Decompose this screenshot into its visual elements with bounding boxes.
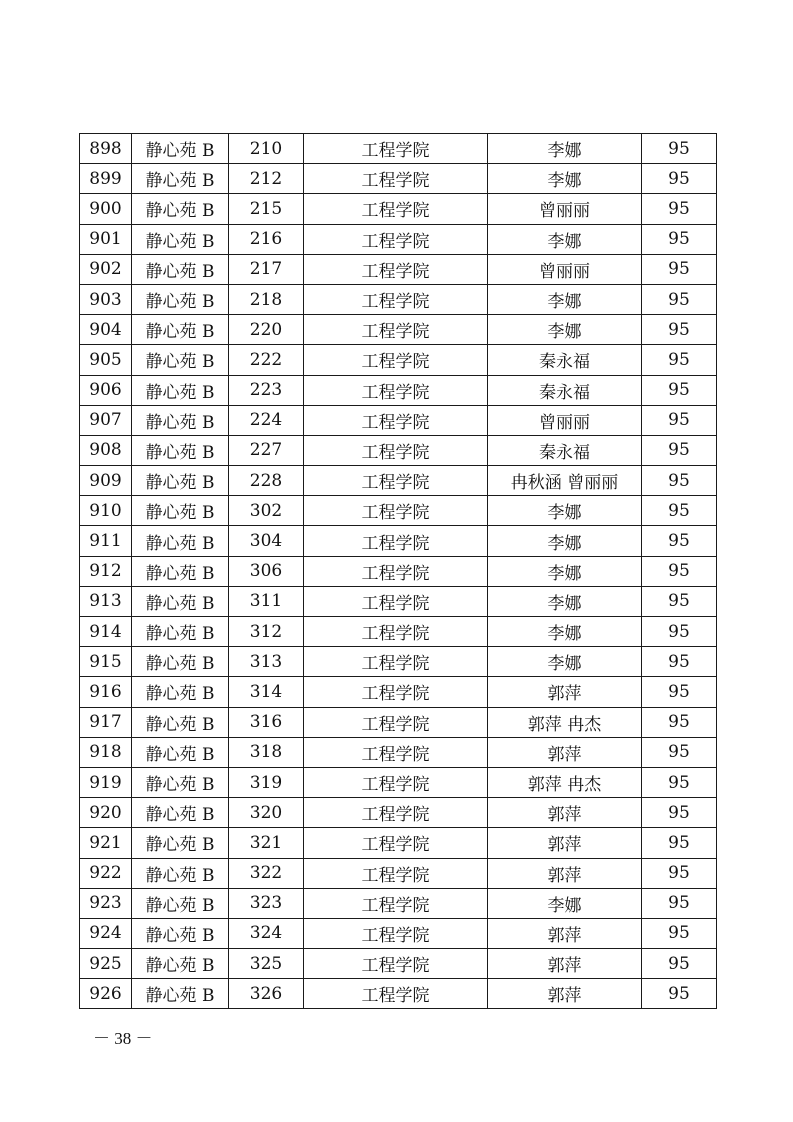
cell-college: 工程学院: [304, 949, 488, 979]
cell-room: 313: [229, 647, 304, 677]
cell-building: 静心苑 B: [132, 194, 229, 224]
cell-number: 921: [80, 828, 132, 858]
cell-score: 95: [642, 737, 717, 767]
cell-inspector: 曾丽丽: [488, 405, 642, 435]
cell-college: 工程学院: [304, 707, 488, 737]
cell-building: 静心苑 B: [132, 284, 229, 314]
cell-number: 914: [80, 617, 132, 647]
cell-building: 静心苑 B: [132, 677, 229, 707]
table-row: [80, 164, 717, 194]
table-row: [80, 858, 717, 888]
cell-inspector: 郭萍: [488, 677, 642, 707]
cell-number: 898: [80, 134, 132, 164]
cell-building: 静心苑 B: [132, 798, 229, 828]
cell-score: 95: [642, 375, 717, 405]
cell-building: 静心苑 B: [132, 586, 229, 616]
cell-college: 工程学院: [304, 496, 488, 526]
cell-inspector: 郭萍: [488, 798, 642, 828]
cell-inspector: 秦永福: [488, 345, 642, 375]
cell-room: 324: [229, 918, 304, 948]
table-row: [80, 617, 717, 647]
cell-college: 工程学院: [304, 315, 488, 345]
cell-room: 224: [229, 405, 304, 435]
cell-score: 95: [642, 767, 717, 797]
cell-room: 228: [229, 466, 304, 496]
cell-building: 静心苑 B: [132, 164, 229, 194]
cell-college: 工程学院: [304, 617, 488, 647]
cell-number: 920: [80, 798, 132, 828]
cell-college: 工程学院: [304, 224, 488, 254]
table-row: [80, 888, 717, 918]
cell-college: 工程学院: [304, 254, 488, 284]
table-row: [80, 767, 717, 797]
cell-inspector: 郭萍: [488, 828, 642, 858]
table-row: [80, 435, 717, 465]
cell-inspector: 李娜: [488, 556, 642, 586]
cell-room: 318: [229, 737, 304, 767]
table-row: [80, 949, 717, 979]
cell-score: 95: [642, 254, 717, 284]
cell-inspector: 郭萍: [488, 858, 642, 888]
cell-building: 静心苑 B: [132, 466, 229, 496]
cell-room: 311: [229, 586, 304, 616]
cell-college: 工程学院: [304, 888, 488, 918]
cell-college: 工程学院: [304, 737, 488, 767]
cell-number: 908: [80, 435, 132, 465]
table-row: [80, 496, 717, 526]
cell-score: 95: [642, 194, 717, 224]
cell-score: 95: [642, 918, 717, 948]
cell-number: 925: [80, 949, 132, 979]
cell-building: 静心苑 B: [132, 949, 229, 979]
dorm-score-table: [79, 133, 717, 1009]
cell-room: 302: [229, 496, 304, 526]
cell-inspector: 郭萍: [488, 737, 642, 767]
table-row: [80, 345, 717, 375]
cell-room: 320: [229, 798, 304, 828]
cell-number: 907: [80, 405, 132, 435]
cell-number: 900: [80, 194, 132, 224]
cell-inspector: 李娜: [488, 617, 642, 647]
cell-score: 95: [642, 707, 717, 737]
cell-college: 工程学院: [304, 677, 488, 707]
cell-score: 95: [642, 405, 717, 435]
cell-inspector: 秦永福: [488, 375, 642, 405]
cell-room: 321: [229, 828, 304, 858]
table-row: [80, 677, 717, 707]
cell-inspector: 郭萍: [488, 949, 642, 979]
cell-inspector: 李娜: [488, 586, 642, 616]
cell-college: 工程学院: [304, 194, 488, 224]
table-row: [80, 254, 717, 284]
cell-number: 918: [80, 737, 132, 767]
cell-building: 静心苑 B: [132, 134, 229, 164]
table-row: [80, 707, 717, 737]
cell-inspector: 秦永福: [488, 435, 642, 465]
cell-college: 工程学院: [304, 798, 488, 828]
cell-score: 95: [642, 164, 717, 194]
cell-score: 95: [642, 526, 717, 556]
cell-number: 913: [80, 586, 132, 616]
cell-inspector: 李娜: [488, 224, 642, 254]
cell-room: 217: [229, 254, 304, 284]
table-row: [80, 375, 717, 405]
cell-score: 95: [642, 284, 717, 314]
cell-number: 910: [80, 496, 132, 526]
table-row: [80, 556, 717, 586]
cell-inspector: 李娜: [488, 134, 642, 164]
cell-score: 95: [642, 496, 717, 526]
cell-inspector: 郭萍: [488, 918, 642, 948]
cell-room: 227: [229, 435, 304, 465]
table-row: [80, 828, 717, 858]
cell-score: 95: [642, 435, 717, 465]
cell-college: 工程学院: [304, 858, 488, 888]
cell-room: 304: [229, 526, 304, 556]
cell-building: 静心苑 B: [132, 979, 229, 1009]
cell-inspector: 李娜: [488, 496, 642, 526]
table-body: [80, 134, 717, 1009]
table-row: [80, 586, 717, 616]
cell-score: 95: [642, 345, 717, 375]
cell-room: 319: [229, 767, 304, 797]
cell-score: 95: [642, 556, 717, 586]
cell-score: 95: [642, 888, 717, 918]
page-number: － 38 －: [93, 1029, 153, 1048]
cell-number: 924: [80, 918, 132, 948]
cell-score: 95: [642, 798, 717, 828]
cell-building: 静心苑 B: [132, 375, 229, 405]
cell-college: 工程学院: [304, 405, 488, 435]
cell-building: 静心苑 B: [132, 224, 229, 254]
cell-room: 223: [229, 375, 304, 405]
cell-score: 95: [642, 466, 717, 496]
cell-inspector: 曾丽丽: [488, 194, 642, 224]
cell-score: 95: [642, 828, 717, 858]
table-row: [80, 405, 717, 435]
cell-score: 95: [642, 586, 717, 616]
cell-number: 902: [80, 254, 132, 284]
cell-inspector: 郭萍 冉杰: [488, 767, 642, 797]
cell-number: 903: [80, 284, 132, 314]
table-row: [80, 194, 717, 224]
cell-room: 314: [229, 677, 304, 707]
cell-score: 95: [642, 677, 717, 707]
cell-score: 95: [642, 858, 717, 888]
cell-college: 工程学院: [304, 918, 488, 948]
cell-room: 323: [229, 888, 304, 918]
cell-inspector: 李娜: [488, 647, 642, 677]
cell-inspector: 郭萍 冉杰: [488, 707, 642, 737]
cell-building: 静心苑 B: [132, 918, 229, 948]
cell-room: 216: [229, 224, 304, 254]
table-row: [80, 466, 717, 496]
cell-score: 95: [642, 134, 717, 164]
cell-inspector: 李娜: [488, 888, 642, 918]
cell-college: 工程学院: [304, 345, 488, 375]
cell-room: 316: [229, 707, 304, 737]
cell-college: 工程学院: [304, 556, 488, 586]
table-row: [80, 918, 717, 948]
cell-inspector: 李娜: [488, 315, 642, 345]
cell-score: 95: [642, 979, 717, 1009]
cell-building: 静心苑 B: [132, 767, 229, 797]
cell-college: 工程学院: [304, 979, 488, 1009]
table-row: [80, 647, 717, 677]
cell-inspector: 李娜: [488, 526, 642, 556]
cell-building: 静心苑 B: [132, 828, 229, 858]
cell-inspector: 曾丽丽: [488, 254, 642, 284]
table-row: [80, 798, 717, 828]
cell-score: 95: [642, 617, 717, 647]
cell-inspector: 冉秋涵 曾丽丽: [488, 466, 642, 496]
cell-score: 95: [642, 224, 717, 254]
cell-number: 904: [80, 315, 132, 345]
cell-number: 905: [80, 345, 132, 375]
cell-building: 静心苑 B: [132, 526, 229, 556]
table-row: [80, 526, 717, 556]
cell-score: 95: [642, 949, 717, 979]
cell-number: 911: [80, 526, 132, 556]
cell-college: 工程学院: [304, 134, 488, 164]
table-row: [80, 315, 717, 345]
cell-number: 923: [80, 888, 132, 918]
cell-room: 210: [229, 134, 304, 164]
cell-score: 95: [642, 647, 717, 677]
cell-building: 静心苑 B: [132, 405, 229, 435]
cell-room: 325: [229, 949, 304, 979]
cell-building: 静心苑 B: [132, 254, 229, 284]
table-row: [80, 284, 717, 314]
table-row: [80, 979, 717, 1009]
cell-number: 909: [80, 466, 132, 496]
cell-building: 静心苑 B: [132, 496, 229, 526]
table-row: [80, 224, 717, 254]
cell-college: 工程学院: [304, 828, 488, 858]
cell-college: 工程学院: [304, 164, 488, 194]
cell-number: 919: [80, 767, 132, 797]
cell-room: 312: [229, 617, 304, 647]
cell-room: 220: [229, 315, 304, 345]
cell-number: 912: [80, 556, 132, 586]
cell-college: 工程学院: [304, 647, 488, 677]
cell-building: 静心苑 B: [132, 707, 229, 737]
cell-number: 917: [80, 707, 132, 737]
cell-inspector: 李娜: [488, 164, 642, 194]
cell-building: 静心苑 B: [132, 858, 229, 888]
table-row: [80, 134, 717, 164]
cell-building: 静心苑 B: [132, 435, 229, 465]
cell-number: 915: [80, 647, 132, 677]
cell-room: 218: [229, 284, 304, 314]
cell-score: 95: [642, 315, 717, 345]
cell-college: 工程学院: [304, 526, 488, 556]
cell-room: 222: [229, 345, 304, 375]
cell-college: 工程学院: [304, 767, 488, 797]
cell-room: 322: [229, 858, 304, 888]
cell-college: 工程学院: [304, 375, 488, 405]
cell-room: 326: [229, 979, 304, 1009]
cell-number: 906: [80, 375, 132, 405]
cell-number: 926: [80, 979, 132, 1009]
cell-building: 静心苑 B: [132, 737, 229, 767]
cell-building: 静心苑 B: [132, 647, 229, 677]
cell-room: 306: [229, 556, 304, 586]
cell-college: 工程学院: [304, 284, 488, 314]
cell-building: 静心苑 B: [132, 556, 229, 586]
table-row: [80, 737, 717, 767]
cell-building: 静心苑 B: [132, 617, 229, 647]
cell-room: 212: [229, 164, 304, 194]
cell-college: 工程学院: [304, 586, 488, 616]
cell-room: 215: [229, 194, 304, 224]
cell-building: 静心苑 B: [132, 315, 229, 345]
cell-college: 工程学院: [304, 435, 488, 465]
cell-number: 899: [80, 164, 132, 194]
cell-number: 901: [80, 224, 132, 254]
cell-building: 静心苑 B: [132, 345, 229, 375]
cell-inspector: 郭萍: [488, 979, 642, 1009]
cell-number: 916: [80, 677, 132, 707]
cell-building: 静心苑 B: [132, 888, 229, 918]
cell-number: 922: [80, 858, 132, 888]
cell-inspector: 李娜: [488, 284, 642, 314]
cell-college: 工程学院: [304, 466, 488, 496]
